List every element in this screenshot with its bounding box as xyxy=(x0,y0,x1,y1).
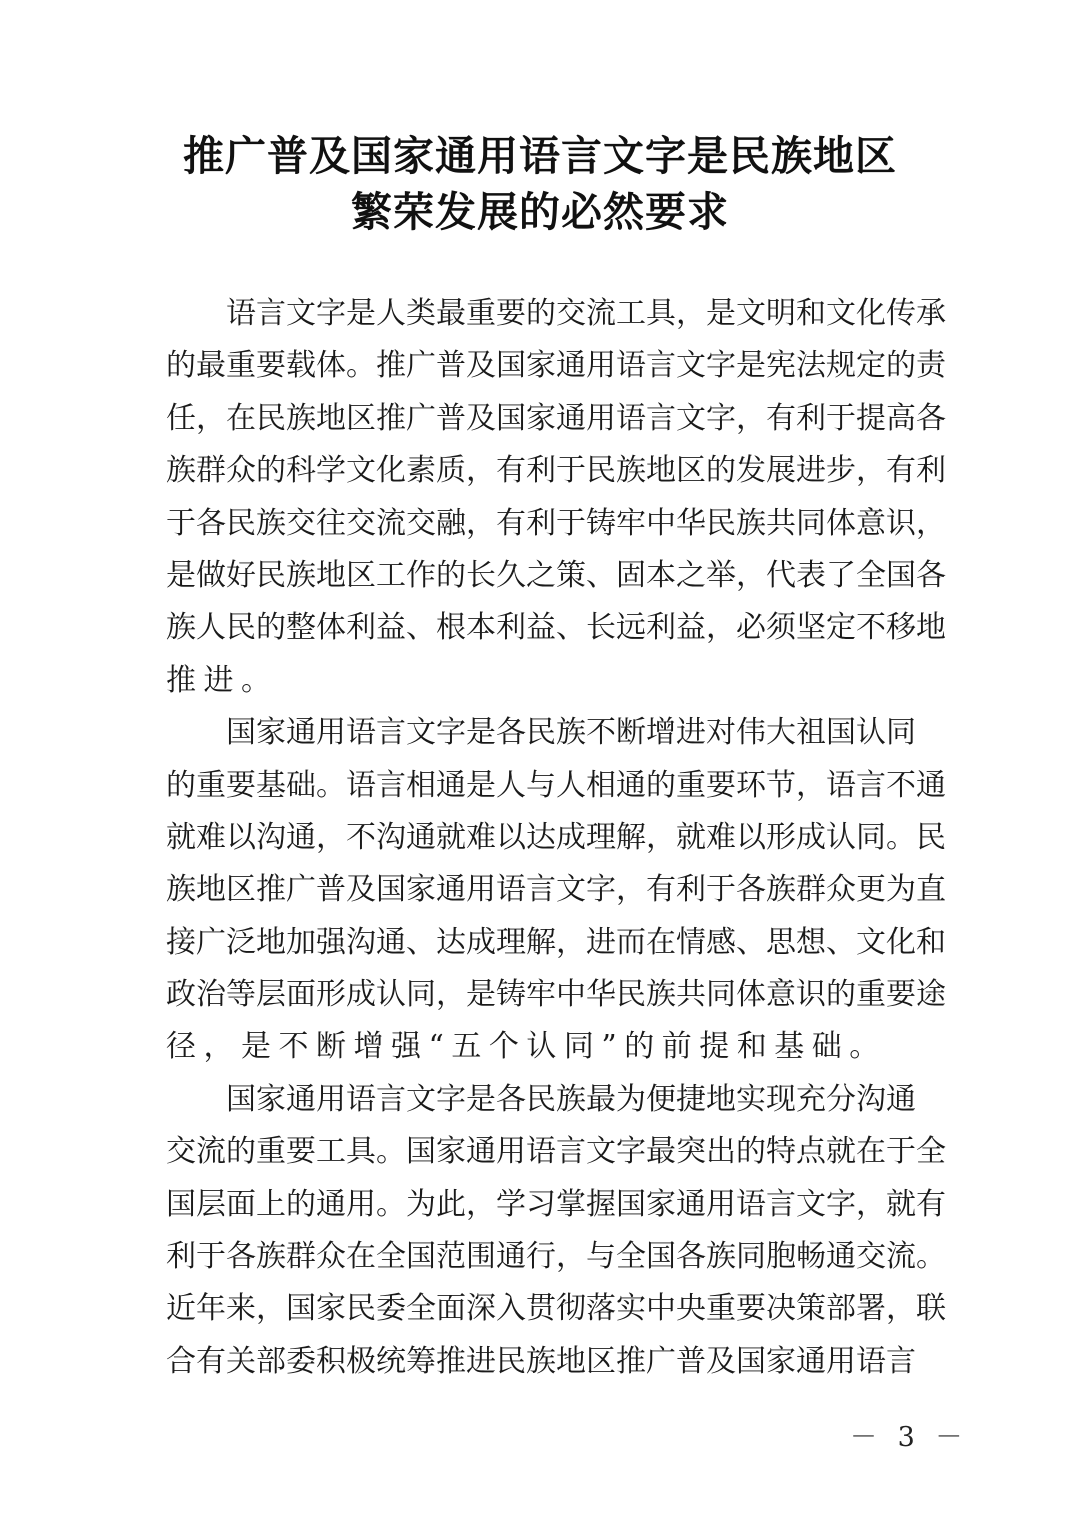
text-line: 族 人 民 的 整 体 利 益 、 根 本 利 益 、 长 远 利 益 ， 必 须 坚 定 不 移 地 xyxy=(166,610,946,646)
paragraph xyxy=(166,1074,946,1388)
paragraph xyxy=(166,707,946,1074)
text-line: 政 治 等 层 面 形 成 认 同 ， 是 铸 牢 中 华 民 族 共 同 体 意 识 的 重 要 途 xyxy=(166,977,946,1013)
text-line: 的 重 要 基 础 。 语 言 相 通 是 人 与 人 相 通 的 重 要 环 节 ， 语 言 不 通 xyxy=(166,767,946,803)
text-line: 国 层 面 上 的 通 用 。 为 此 ， 学 习 掌 握 国 家 通 用 语 言 文 字 ， 就 有 xyxy=(166,1186,946,1222)
text-line: 近 年 来 ， 国 家 民 委 全 面 深 入 贯 彻 落 实 中 央 重 要 决 策 部 署 ， 联 xyxy=(166,1291,946,1327)
title-line-1: 推广普及国家通用语言文字是民族地区 xyxy=(183,132,897,180)
page-number: － 3 － xyxy=(850,1422,969,1453)
body-text xyxy=(166,288,946,1388)
text-line: 语 言 文 字 是 人 类 最 重 要 的 交 流 工 具 ， 是 文 明 和 文 化 传 承 xyxy=(226,296,946,331)
text-line: 径 ， 是 不 断 增 强 “ 五 个 认 同 ” 的 前 提 和 基 础 。 xyxy=(166,1029,880,1065)
text-line: 任 ， 在 民 族 地 区 推 广 普 及 国 家 通 用 语 言 文 字 ， 有 利 于 提 高 各 xyxy=(166,400,946,436)
text-line: 就 难 以 沟 通 ， 不 沟 通 就 难 以 达 成 理 解 ， 就 难 以 形 成 认 同 。 民 xyxy=(166,819,946,855)
document-title xyxy=(0,128,1080,240)
text-line: 合 有 关 部 委 积 极 统 筹 推 进 民 族 地 区 推 广 普 及 国 家 通 用 语 言 xyxy=(166,1343,916,1379)
title-line-2: 繁荣发展的必然要求 xyxy=(351,188,729,236)
text-line: 推 进 。 xyxy=(166,662,271,698)
text-line: 国 家 通 用 语 言 文 字 是 各 民 族 最 为 便 捷 地 实 现 充 分 沟 通 xyxy=(226,1081,916,1117)
text-line: 利 于 各 族 群 众 在 全 国 范 围 通 行 ， 与 全 国 各 族 同 胞 畅 通 交 流 。 xyxy=(166,1239,946,1275)
text-line: 族 地 区 推 广 普 及 国 家 通 用 语 言 文 字 ， 有 利 于 各 族 群 众 更 为 直 xyxy=(166,872,946,908)
paragraph xyxy=(166,288,946,707)
text-line: 族 群 众 的 科 学 文 化 素 质 ， 有 利 于 民 族 地 区 的 发 展 进 步 ， 有 利 xyxy=(166,453,946,489)
text-line: 于 各 民 族 交 往 交 流 交 融 ， 有 利 于 铸 牢 中 华 民 族 共 同 体 意 识 ， xyxy=(166,505,946,541)
text-line: 是 做 好 民 族 地 区 工 作 的 长 久 之 策 、 固 本 之 举 ， 代 表 了 全 国 各 xyxy=(166,557,946,593)
text-line: 国 家 通 用 语 言 文 字 是 各 民 族 不 断 增 进 对 伟 大 祖 国 认 同 xyxy=(226,715,916,751)
text-line: 的 最 重 要 载 体 。 推 广 普 及 国 家 通 用 语 言 文 字 是 宪 法 规 定 的 责 xyxy=(166,348,946,384)
text-line: 交 流 的 重 要 工 具 。 国 家 通 用 语 言 文 字 最 突 出 的 特 点 就 在 于 全 xyxy=(166,1134,946,1170)
text-line: 接 广 泛 地 加 强 沟 通 、 达 成 理 解 ， 进 而 在 情 感 、 思 想 、 文 化 和 xyxy=(166,924,946,960)
